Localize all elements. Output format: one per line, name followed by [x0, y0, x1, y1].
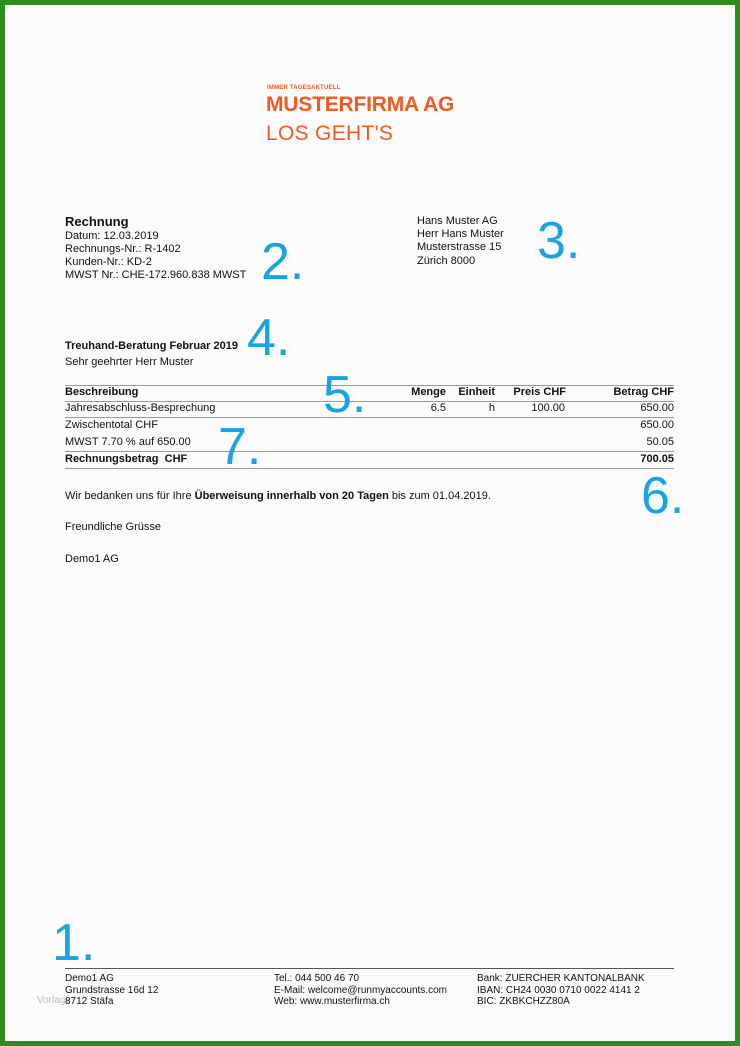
closing-text: [65, 490, 491, 504]
subtotal-amount: 650.00: [640, 419, 674, 431]
closing-text-emphasis: Überweisung innerhalb von 20 Tagen: [194, 490, 389, 502]
footer-address: [65, 973, 158, 1008]
row-description: Jahresabschluss-Besprechung: [65, 402, 216, 414]
footer-company: Demo1 AG: [65, 973, 114, 984]
marker-3: 3.: [537, 212, 581, 270]
col-header-price: Preis CHF: [513, 386, 566, 398]
subtotal-label: Zwischentotal CHF: [65, 419, 158, 431]
invoice-number: Rechnungs-Nr.: R-1402: [65, 243, 181, 255]
vat-amount: 50.05: [646, 436, 674, 448]
col-header-unit: Einheit: [458, 386, 495, 398]
footer-city: 8712 Stäfa: [65, 996, 114, 1007]
closing-greeting: Freundliche Grüsse: [65, 521, 161, 533]
closing-text-start: Wir bedanken uns für Ihre: [65, 490, 195, 502]
recipient-city: Zürich 8000: [417, 255, 476, 267]
marker-6: 6.: [641, 467, 685, 525]
marker-1: 1.: [52, 914, 96, 972]
col-header-quantity: Menge: [411, 386, 446, 398]
total-top-rule: [65, 451, 674, 452]
row-price: 100.00: [531, 402, 565, 414]
logo-company-name: MUSTERFIRMA AG: [266, 93, 455, 116]
logo-tagline: IMMER TAGESAKTUELL: [267, 85, 341, 91]
row-amount: 650.00: [640, 402, 674, 414]
footer-bic: BIC: ZKBKCHZZ80A: [477, 996, 570, 1007]
closing-text-end: bis zum 01.04.2019.: [388, 490, 491, 502]
vat-label: MWST 7.70 % auf 650.00: [65, 436, 191, 448]
vat-number: MWST Nr.: CHE-172.960.838 MWST: [65, 269, 247, 281]
total-label: Rechnungsbetrag CHF: [65, 453, 188, 465]
marker-4: 4.: [247, 309, 291, 367]
marker-7: 7.: [218, 418, 262, 476]
footer-web: Web: www.musterfirma.ch: [274, 996, 390, 1007]
footer-rule: [65, 968, 674, 969]
total-amount: 700.05: [640, 453, 674, 465]
recipient-company: Hans Muster AG: [417, 215, 498, 227]
row-rule: [65, 417, 674, 418]
footer-bank: [477, 973, 645, 1008]
salutation: Sehr geehrter Herr Muster: [65, 356, 194, 368]
invoice-date: Datum: 12.03.2019: [65, 230, 159, 242]
watermark: Vorlage: [37, 995, 71, 1006]
subject-line: Treuhand-Beratung Februar 2019: [65, 340, 238, 352]
footer-iban: IBAN: CH24 0030 0710 0022 4141 2: [477, 984, 640, 996]
col-header-amount: Betrag CHF: [613, 386, 674, 398]
footer-phone: Tel.: 044 500 46 70: [274, 973, 360, 984]
footer-bank-name: Bank: ZUERCHER KANTONALBANK: [477, 973, 645, 984]
footer-street: Grundstrasse 16d 12: [65, 984, 159, 996]
invoice-page: [5, 5, 735, 1041]
marker-5: 5.: [323, 366, 367, 424]
row-unit: h: [488, 402, 495, 414]
marker-2: 2.: [261, 233, 305, 291]
recipient-street: Musterstrasse 15: [417, 241, 502, 253]
logo-slogan: LOS GEHT'S: [266, 122, 394, 145]
col-header-description: Beschreibung: [65, 386, 139, 398]
invoice-title: Rechnung: [65, 214, 129, 229]
closing-signature: Demo1 AG: [65, 553, 119, 565]
footer-contact: [274, 973, 447, 1008]
footer-email: E-Mail: welcome@runmyaccounts.com: [274, 984, 447, 996]
customer-number: Kunden-Nr.: KD-2: [65, 256, 152, 268]
total-bottom-rule: [65, 468, 674, 469]
recipient-person: Herr Hans Muster: [417, 228, 504, 240]
row-quantity: 6.5: [430, 402, 446, 414]
